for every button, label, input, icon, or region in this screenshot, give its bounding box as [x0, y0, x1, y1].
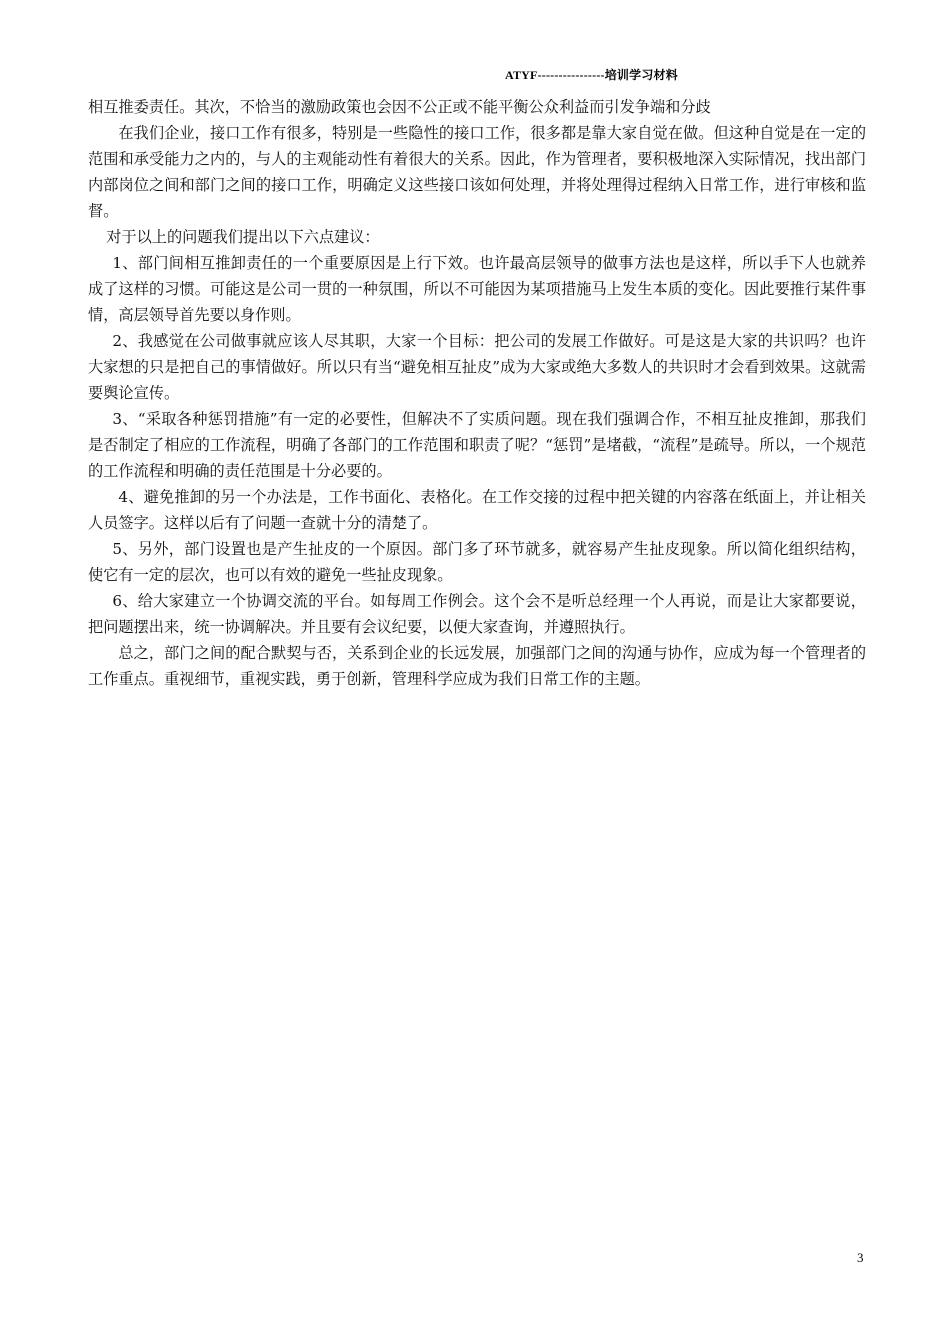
paragraph-continuation: 相互推委责任。其次，不恰当的激励政策也会因不公正或不能平衡公众利益而引发争端和分歧: [88, 98, 711, 116]
paragraph-suggestion-3: 3、“采取各种惩罚措施”有一定的必要性，但解决不了实质问题。现在我们强调合作，不相互扯皮推卸，那我们是否制定了相应的工作流程，明确了各部门的工作范围和职责了呢？“惩罚”是堵截，“流程”是疏导。所以，一个规范的工作流程和明确的责任范围是十分必要的。: [88, 410, 866, 480]
paragraph-interface-work: 在我们企业，接口工作有很多，特别是一些隐性的接口工作，很多都是靠大家自觉在做。但这种自觉是在一定的范围和承受能力之内的，与人的主观能动性有着很大的关系。因此，作为管理者，要积极地深入实际情况，找出部门内部岗位之间和部门之间的接口工作，明确定义这些接口该如何处理，并将处理得过程纳入日常工作，进行审核和监督。: [88, 124, 866, 220]
paragraph-suggestion-5: 5、另外，部门设置也是产生扯皮的一个原因。部门多了环节就多，就容易产生扯皮现象。所以简化组织结构，使它有一定的层次，也可以有效的避免一些扯皮现象。: [88, 540, 866, 584]
paragraph-conclusion: 总之，部门之间的配合默契与否，关系到企业的长远发展，加强部门之间的沟通与协作，应成为每一个管理者的工作重点。重视细节，重视实践，勇于创新，管理科学应成为我们日常工作的主题。: [88, 644, 866, 688]
paragraph-suggestions-intro: 对于以上的问题我们提出以下六点建议：: [106, 228, 380, 246]
paragraph-suggestion-6: 6、给大家建立一个协调交流的平台。如每周工作例会。这个会不是听总经理一个人再说，而是让大家都要说，把问题摆出来，统一协调解决。并且要有会议纪要，以便大家查询，并遵照执行。: [88, 592, 866, 636]
document-body: [88, 94, 866, 692]
page-number: 3: [857, 1250, 864, 1265]
paragraph-suggestion-4: 4、避免推卸的另一个办法是，工作书面化、表格化。在工作交接的过程中把关键的内容落在纸面上，并让相关人员签字。这样以后有了问题一查就十分的清楚了。: [88, 488, 866, 532]
paragraph-suggestion-2: 2、我感觉在公司做事就应该人尽其职，大家一个目标：把公司的发展工作做好。可是这是大家的共识吗？也许大家想的只是把自己的事情做好。所以只有当“避免相互扯皮”成为大家或绝大多数人的共识时才会看到效果。这就需要舆论宣传。: [88, 332, 866, 402]
page-header: ATYF----------------培训学习材料: [505, 68, 678, 82]
paragraph-suggestion-1: 1、部门间相互推卸责任的一个重要原因是上行下效。也许最高层领导的做事方法也是这样，所以手下人也就养成了这样的习惯。可能这是公司一贯的一种氛围，所以不可能因为某项措施马上发生本质的变化。因此要推行某件事情，高层领导首先要以身作则。: [88, 254, 866, 324]
